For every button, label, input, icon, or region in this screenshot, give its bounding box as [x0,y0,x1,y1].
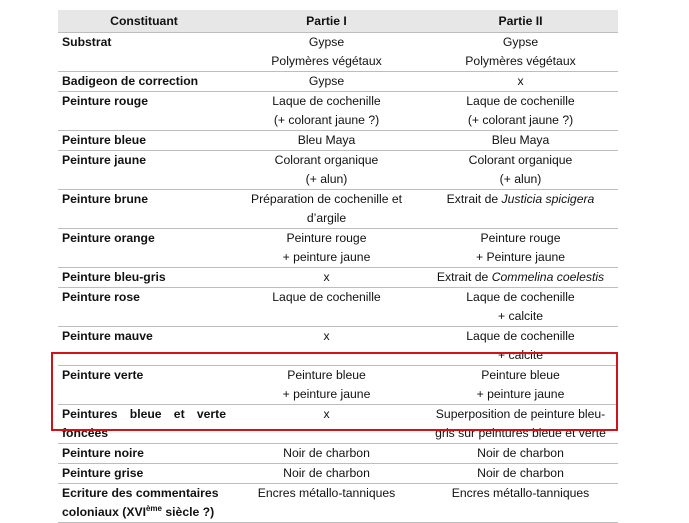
table-row [58,288,618,327]
cell-line: Bleu Maya [297,133,356,147]
cell-line: Encres métallo-tanniques [257,486,396,500]
table-header-row [58,10,618,33]
document-table-container [58,10,618,523]
cell-line: Gypse [502,35,539,49]
cell-line: Gypse [308,74,345,88]
cell-line: Peinture bleue [481,368,560,382]
row-label: Peinture mauve [58,327,230,366]
cell-partie-2 [423,151,618,190]
cell-partie-1 [230,151,423,190]
cell-partie-1 [230,72,423,92]
cell-partie-2 [423,72,618,92]
cell-line: + peinture jaune [282,387,371,401]
row-label: Peinture rose [58,288,230,327]
row-label: Peinture bleu-gris [58,268,230,288]
cell-line: + Peinture jaune [475,250,566,264]
cell-partie-2 [423,92,618,131]
row-label: Peinture grise [58,464,230,484]
cell-line: Laque de cochenille [272,94,381,108]
cell-partie-2 [423,229,618,268]
row-label: Substrat [58,33,230,72]
cell-partie-2 [423,268,618,288]
row-label: Peinture rouge [58,92,230,131]
cell-line: Noir de charbon [477,466,564,480]
cell-partie-2 [423,33,618,72]
cell-partie-1 [230,405,423,444]
row-label: Badigeon de correction [58,72,230,92]
table-row [58,405,618,444]
cell-line: Laque de cochenille [272,290,381,304]
cell-partie-2 [423,327,618,366]
cell-line: Colorant organique [468,153,573,167]
cell-partie-2 [423,190,618,229]
cell-partie-2 [423,405,618,444]
cell-line [427,190,614,209]
cell-line: + calcite [497,348,544,362]
constituents-table [58,10,618,523]
cell-line: Laque de cochenille [466,329,575,343]
cell-line: Noir de charbon [477,446,564,460]
cell-partie-1 [230,464,423,484]
cell-partie-2 [423,288,618,327]
cell-line: + calcite [497,309,544,323]
table-row [58,229,618,268]
cell-line: + peinture jaune [476,387,565,401]
row-label: Peinture verte [58,366,230,405]
cell-partie-1 [230,131,423,151]
row-label: Peinture jaune [58,151,230,190]
cell-line: Superposition de peinture bleu- [435,407,606,421]
row-label-line: foncées [62,426,109,440]
cell-line: Peinture rouge [480,231,561,245]
cell-line [427,268,614,287]
cell-prefix: Extrait de [436,270,492,284]
cell-species-name: Justicia spicigera [501,192,595,206]
cell-prefix: Extrait de [446,192,502,206]
cell-line: Colorant organique [274,153,379,167]
cell-line: Laque de cochenille [466,94,575,108]
table-row [58,151,618,190]
cell-partie-1 [230,229,423,268]
cell-partie-1 [230,190,423,229]
cell-line: Noir de charbon [283,466,370,480]
cell-line: (+ colorant jaune ?) [273,113,380,127]
row-label-line: Peintures bleue et verte [62,407,226,421]
cell-line: Polymères végétaux [465,54,576,68]
cell-line: (+ colorant jaune ?) [467,113,574,127]
cell-line: Peinture rouge [286,231,367,245]
cell-line: Peinture bleue [287,368,366,382]
row-label-line [62,503,226,522]
cell-line: d’argile [306,211,347,225]
cell-line: Noir de charbon [283,446,370,460]
cell-line: + peinture jaune [282,250,371,264]
table-row [58,366,618,405]
row-label: Peinture orange [58,229,230,268]
cell-partie-2 [423,366,618,405]
row-label: Peinture noire [58,444,230,464]
cell-partie-1 [230,33,423,72]
row-label-line: Ecriture des commentaires [62,486,219,500]
cell-partie-2 [423,131,618,151]
cell-line: (+ alun) [499,172,542,186]
table-row [58,131,618,151]
header-constituant: Constituant [58,10,230,33]
label-superscript: ème [145,503,162,513]
table-row [58,33,618,72]
cell-partie-1 [230,92,423,131]
cell-line: x [323,407,330,421]
table-row [58,268,618,288]
cell-line: Laque de cochenille [466,290,575,304]
cell-partie-2 [423,464,618,484]
table-row [58,190,618,229]
table-row [58,464,618,484]
cell-line: (+ alun) [305,172,348,186]
header-partie-2: Partie II [423,10,618,33]
cell-partie-1 [230,327,423,366]
cell-line: x [323,329,330,343]
cell-species-name: Commelina coelestis [491,270,605,284]
cell-partie-1 [230,268,423,288]
label-text: coloniaux (XVI [62,505,146,519]
table-row [58,327,618,366]
table-row [58,72,618,92]
cell-partie-1 [230,366,423,405]
cell-line: Préparation de cochenille et [250,192,403,206]
table-row [58,444,618,464]
cell-line: x [323,270,330,284]
cell-partie-1 [230,444,423,464]
cell-line: x [517,74,524,88]
cell-line: Encres métallo-tanniques [451,486,590,500]
header-partie-1: Partie I [230,10,423,33]
cell-partie-2 [423,444,618,464]
cell-line: Gypse [308,35,345,49]
cell-line: gris sur peintures bleue et verte [435,426,606,440]
table-row [58,92,618,131]
cell-line: Polymères végétaux [271,54,382,68]
cell-line: Bleu Maya [491,133,550,147]
row-label: Peinture bleue [58,131,230,151]
row-label [58,405,230,444]
cell-partie-1 [230,288,423,327]
row-label: Peinture brune [58,190,230,229]
label-text: siècle ?) [162,505,215,519]
